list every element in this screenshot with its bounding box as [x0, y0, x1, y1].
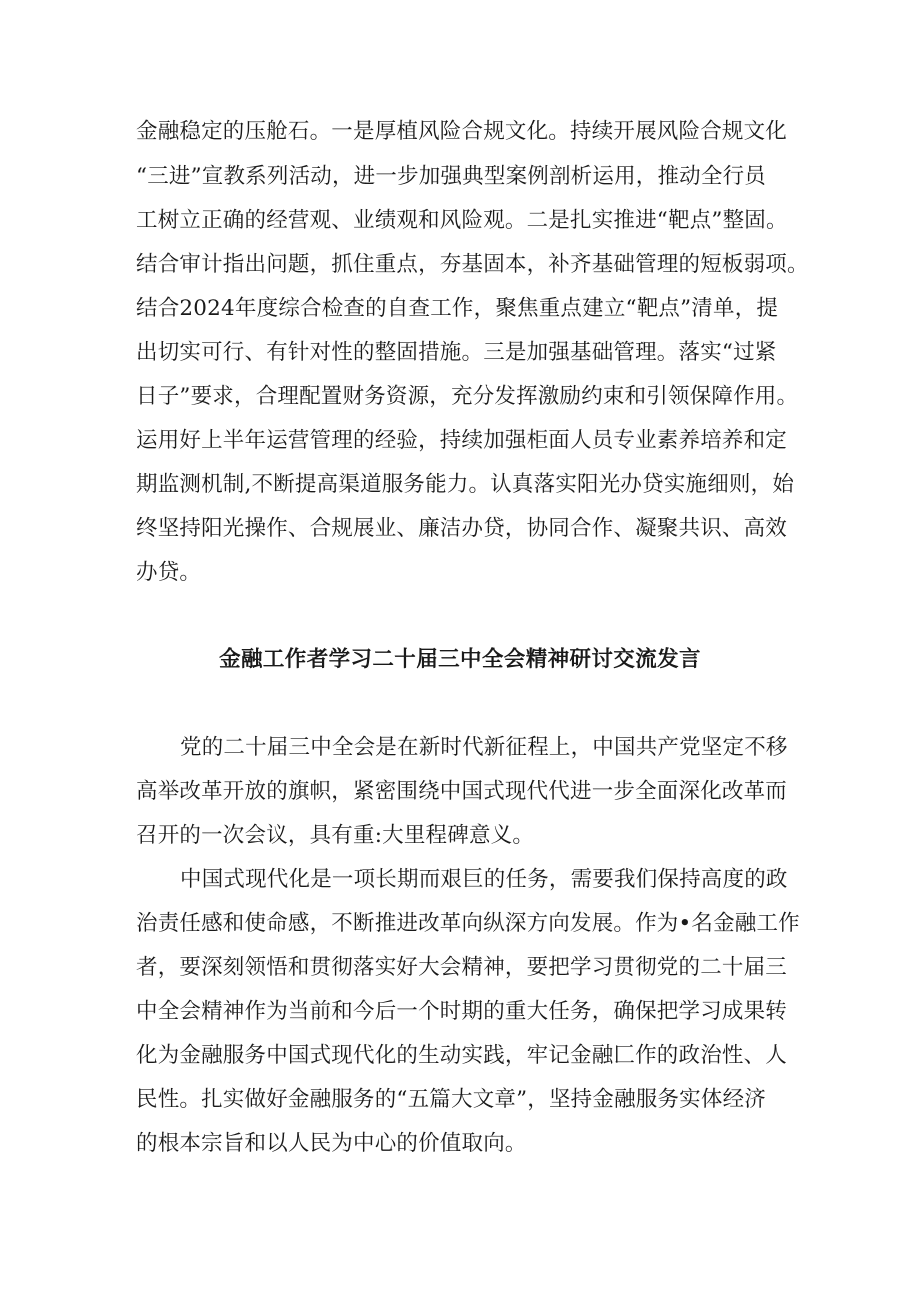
text-line: 日子”要求，合理配置财务资源，充分发挥激励约束和引领保障作用。 [136, 384, 799, 409]
text-line: 运用好上半年运营管理的经验，持续加强柜面人员专业素养培养和定 [136, 428, 788, 453]
text-line: 中全会精神作为当前和今后一个时期的重大任务，确保把学习成果转 [136, 999, 788, 1024]
text-line: 党的二十届三中全会是在新时代新征程上，中国共产党坚定不移 [180, 735, 788, 760]
text-line: 办贷。 [136, 560, 202, 585]
text-line: “三进”宣教系列活动，进一步加强典型案例剖析运用，推动全行员 [136, 164, 766, 189]
text-line: 者，要深刻领悟和贯彻落实好大会精神，要把学习贯彻党的二十届三 [136, 955, 788, 980]
section-heading: 金融工作者学习二十届三中全会精神研讨交流发言 [219, 647, 701, 672]
text-line: 终坚持阳光操作、合规展业、廉洁办贷，协同合作、凝聚共识、高效 [136, 516, 788, 541]
text-line: 工树立正确的经营观、业绩观和风险观。二是扎实推进“靶点”整固。 [136, 208, 788, 233]
text-line: 民性。扎实做好金融服务的“五篇大文章”，坚持金融服务实体经济 [136, 1087, 766, 1112]
text-line: 出切实可行、有针对性的整固措施。三是加强基础管理。落实“过紧 [136, 340, 777, 365]
text-line: 高举改革开放的旗帜，紧密围绕中国式现代代进一步全面深化改革而 [136, 779, 788, 804]
text-line: 中国式现代化是一项长期而艰巨的任务，需要我们保持高度的政 [180, 867, 788, 892]
text-line: 结合2024年度综合检查的自查工作，聚焦重点建立“靶点”清单，提 [136, 296, 779, 321]
text-line: 的根本宗旨和以人民为中心的价值取向。 [136, 1131, 527, 1156]
text-line: 召开的一次会议，具有重:大里程碑意义。 [136, 823, 535, 848]
text-line: 期监测机制,不断提高渠道服务能力。认真落实阳光办贷实施细则，始 [136, 472, 795, 497]
text-line: 结合审计指出问题，抓住重点，夯基固本，补齐基础管理的短板弱项。 [136, 252, 809, 277]
text-line: 金融稳定的压舱石。一是厚植风险合规文化。持续开展风险合规文化 [136, 119, 788, 144]
text-line: 治责任感和使命感，不断推进改革向纵深方向发展。作为•名金融工作 [136, 911, 800, 936]
text-line: 化为金融服务中国式现代化的生动实践，牢记金融匚作的政治性、人 [136, 1043, 788, 1068]
